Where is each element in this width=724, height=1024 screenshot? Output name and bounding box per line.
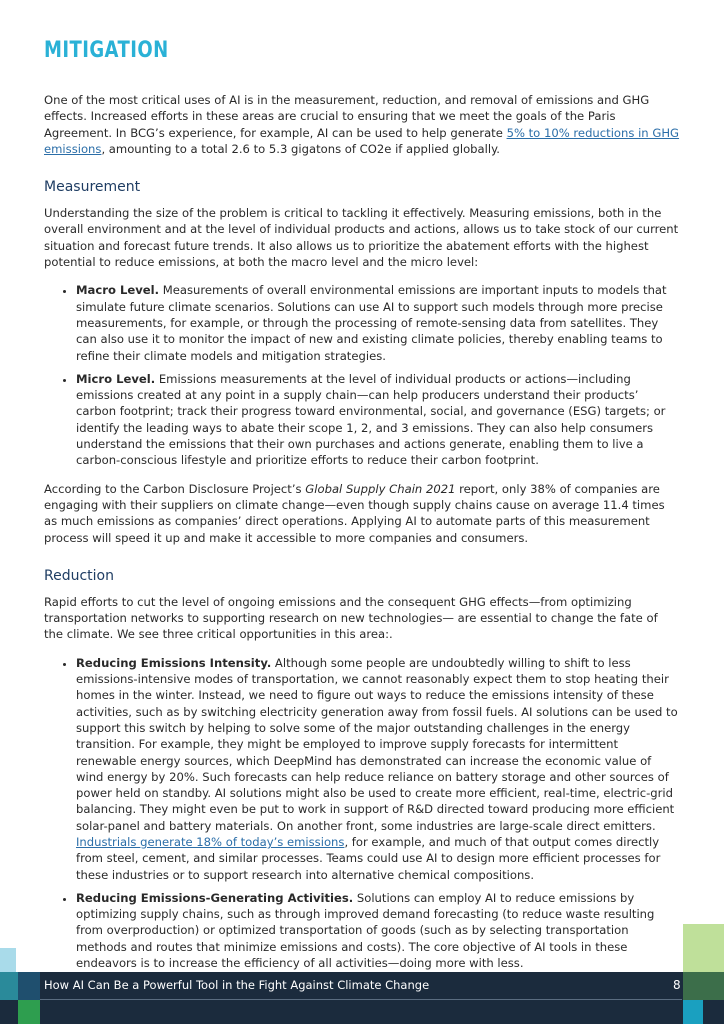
bullet-text: Solutions can employ AI to reduce emissions by optimizing supply chains, such as through improved demand forecasting (to reduce waste resulting from overproduction) or optimized transportation of goods (such as by selecting transportation methods and routes that minimize emissions and costs). The core objective of AI tools in these endeavors is to increase the efficiency of all activities—doing more with less. <box>76 890 655 971</box>
footer-decor-teal <box>0 972 18 1000</box>
reduction-paragraph: Rapid efforts to cut the level of ongoing emissions and the consequent GHG effects—from optimizing transportation networks to supporting research on new technologies— are essential to change the fate of the climate. We see three critical opportunities in this area:. <box>44 594 658 642</box>
list-item <box>76 371 680 469</box>
bullet-text: Emissions measurements at the level of individual products or actions—including emissions created at any point in a supply chain—can help producers understand their products’ carbon footprint; track their progress toward environmental, social, and governance (ESG) targets; or identify the leading ways to abate their scope 1, 2, and 3 emissions. They can also help consumers understand the emissions that their own purchases and actions generate, enabling them to live a carbon-conscious lifestyle and prioritize efforts to reduce their carbon footprint. <box>76 371 666 468</box>
industrials-emissions-link[interactable]: Industrials generate 18% of today’s emissions <box>76 834 345 849</box>
bullet-label: Macro Level. <box>76 283 160 298</box>
page-content <box>44 36 680 983</box>
intro-paragraph <box>44 92 680 157</box>
list-item <box>76 282 680 363</box>
measurement-closing-paragraph <box>44 481 680 546</box>
bullet-label: Reducing Emissions Intensity. <box>76 655 272 670</box>
reduction-list <box>44 655 680 972</box>
closing-text-1: According to the Carbon Disclosure Project’s <box>44 481 306 496</box>
footer-decor-green <box>18 1000 40 1024</box>
bullet-label: Reducing Emissions-Generating Activities. <box>76 890 354 905</box>
intro-text-2: , amounting to a total 2.6 to 5.3 gigatons of CO2e if applied globally. <box>101 141 500 156</box>
bullet-text: Although some people are undoubtedly willing to shift to less emissions-intensive modes of transportation, we cannot reasonably expect them to stop heating their homes in the winter. Instead, we need to figure out ways to reduce the emissions intensity of these activities, such as by switching electricity generation away from fossil fuels. AI solutions can be used to support this switch by helping to solve some of the major outstanding challenges in the energy transition. For example, they might be employed to improve supply forecasts for intermittent renewable energy sources, which DeepMind has demonstrated can increase the economic value of wind energy by 20%. Such forecasts can help reduce reliance on battery storage and other sources of power held on standby. AI solutions might also be used to create more efficient, real-time, electric-grid balancing. They might even be put to work in support of R&D directed toward producing more efficient solar-panel and battery materials. On another front, some industries are large-scale direct emitters. <box>76 655 678 833</box>
page-number: 8 <box>673 978 681 992</box>
footer-decor-lightgreen <box>683 972 724 1000</box>
footer-divider <box>40 999 682 1000</box>
list-item <box>76 890 680 971</box>
decor-square-lightgreen <box>683 924 724 972</box>
section-title: MITIGATION <box>44 38 169 63</box>
list-item <box>76 655 680 883</box>
measurement-list <box>44 282 680 468</box>
footer-decor-cyan <box>683 1000 703 1024</box>
reduction-heading: Reduction <box>44 567 114 584</box>
bullet-text: Measurements of overall environmental emissions are important inputs to models that simulate future climate scenarios. Solutions can use AI to support such models through more precise measurements, for example, or through the processing of remote-sensing data from satellites. They can also use it to monitor the impact of new and existing climate policies, thereby enabling teams to refine their climate models and mitigation strategies. <box>76 283 667 363</box>
measurement-paragraph: Understanding the size of the problem is critical to tackling it effectively. Measuring emissions, both in the overall environment and at the level of individual products and actions, allows us to take stock of our current situation and forecast future trends. It also allows us to prioritize the abatement efforts with the highest potential to reduce emissions, at both the macro level and the micro level: <box>44 206 679 270</box>
decor-square-lightblue <box>0 948 16 972</box>
intro-text-1: One of the most critical uses of AI is in the measurement, reduction, and removal of emissions and GHG effects. Increased efforts in these areas are crucial to ensuring that we meet the goals of the Paris Agreement. In BCG’s experience, for example, AI can be used to help generate <box>44 93 650 140</box>
footer-title: How AI Can Be a Powerful Tool in the Fight Against Climate Change <box>44 978 430 992</box>
footer-decor-blue <box>18 972 40 1000</box>
bullet-text: , for example, and much of that output comes directly from steel, cement, and similar processes. Teams could use AI to design more efficient processes for these industries or to support research into alternative chemical compositions. <box>76 834 661 882</box>
measurement-heading: Measurement <box>44 179 141 196</box>
closing-text-2: report, only 38% of companies are engaging with their suppliers on climate change—even though supply chains cause on average 11.4 times as much emissions as companies’ direct operations. Applying AI to automate parts of this measurement process will speed it up and make it accessible to more companies and consumers. <box>44 481 665 545</box>
ghg-reduction-link[interactable]: 5% to 10% reductions in GHG emissions <box>44 125 680 156</box>
bullet-label: Micro Level. <box>76 371 156 386</box>
report-title: Global Supply Chain 2021 <box>305 481 456 496</box>
